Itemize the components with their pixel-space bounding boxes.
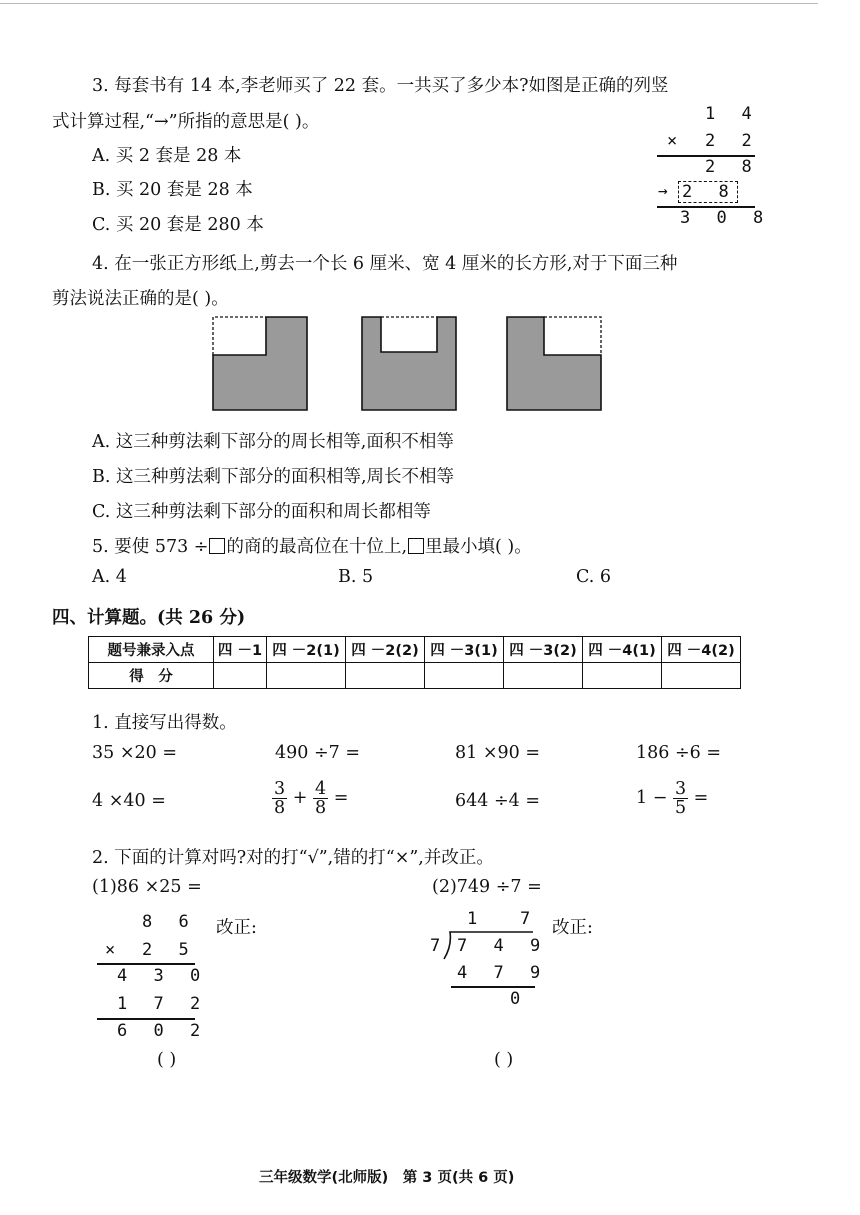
score-cell[interactable] xyxy=(504,663,583,689)
fix-label-1: 改正: xyxy=(216,918,257,938)
cut-outline xyxy=(213,317,266,355)
score-header-cell: 题号兼录入点 xyxy=(89,637,214,663)
cut-figure-corner-right xyxy=(506,316,602,411)
cut-figure-middle xyxy=(361,316,457,411)
mul-partial-2: 1 7 2 xyxy=(117,994,209,1014)
fix-label-2: 改正: xyxy=(552,918,593,938)
q3-line1: 3. 每套书有 14 本,李老师买了 22 套。一共买了多少本?如图是正确的列竖 xyxy=(92,76,669,96)
page-footer: 三年级数学(北师版) 第 3 页(共 6 页) xyxy=(259,1170,515,1186)
calc-times-sign: × xyxy=(667,131,678,151)
score-cell[interactable] xyxy=(425,663,504,689)
score-cell[interactable] xyxy=(214,663,267,689)
score-cell[interactable] xyxy=(583,663,662,689)
oral-calc-1: 35 ×20 = xyxy=(92,743,177,763)
score-header-cell: 四 －3(2) xyxy=(504,637,583,663)
part2-1-label: (1)86 ×25 = xyxy=(92,877,202,897)
score-header-cell: 四 －4(1) xyxy=(583,637,662,663)
mul-multiplier: 2 5 xyxy=(142,940,197,960)
calc-row-partial-1: 2 8 xyxy=(705,157,760,177)
section-4-title: 四、计算题。(共 26 分) xyxy=(52,608,246,628)
oral-calc-7: 644 ÷4 = xyxy=(455,791,540,811)
q3-option-a: A. 买 2 套是 28 本 xyxy=(92,146,242,166)
calc-row-product: 3 0 8 xyxy=(680,208,772,228)
oral-calc-5: 4 ×40 = xyxy=(92,791,166,811)
q4-option-a: A. 这三种剪法剩下部分的周长相等,面积不相等 xyxy=(92,432,454,452)
q5-text xyxy=(92,533,532,558)
oral-calc-2: 490 ÷7 = xyxy=(275,743,360,763)
mul-multiplicand: 8 6 xyxy=(142,912,197,932)
oral-calc-8: 1 − $\frac{3}{5}$ = xyxy=(636,779,709,818)
q3-line2: 式计算过程,“→”所指的意思是( )。 xyxy=(52,112,320,132)
mul-rule-2 xyxy=(97,1018,195,1020)
div-divisor: 7 xyxy=(430,936,441,956)
q3-option-c: C. 买 20 套是 280 本 xyxy=(92,215,264,235)
answer-paren-2[interactable]: ( ) xyxy=(494,1050,514,1070)
mul-partial-1: 4 3 0 xyxy=(117,966,209,986)
score-header-cell: 四 －2(2) xyxy=(346,637,425,663)
mul-rule-1 xyxy=(97,963,195,965)
score-table-score-row xyxy=(89,663,741,689)
mul-product: 6 0 2 xyxy=(117,1021,209,1041)
score-cell[interactable] xyxy=(346,663,425,689)
div-rule xyxy=(451,986,535,988)
score-header-cell: 四 －1 xyxy=(214,637,267,663)
q4-line2: 剪法说法正确的是( )。 xyxy=(52,289,229,309)
remaining-paper xyxy=(362,317,456,410)
fraction: $\frac{4}{8}$ xyxy=(314,779,327,818)
q4-option-b: B. 这三种剪法剩下部分的面积相等,周长不相等 xyxy=(92,467,455,487)
div-dividend: 7 4 9 xyxy=(457,936,549,956)
score-header-cell: 四 －4(2) xyxy=(662,637,741,663)
page-top-border xyxy=(0,3,818,4)
score-cell[interactable] xyxy=(267,663,346,689)
q5-option-b: B. 5 xyxy=(338,567,374,587)
q4-option-c: C. 这三种剪法剩下部分的面积和周长都相等 xyxy=(92,502,431,522)
q4-line1: 4. 在一张正方形纸上,剪去一个长 6 厘米、宽 4 厘米的长方形,对于下面三种 xyxy=(92,254,678,274)
score-header-cell: 四 －3(1) xyxy=(425,637,504,663)
blank-box-icon xyxy=(408,538,424,554)
score-table-header-row xyxy=(89,637,741,663)
fraction: $\frac{3}{5}$ xyxy=(674,779,687,818)
answer-paren-1[interactable]: ( ) xyxy=(157,1050,177,1070)
calc-row-partial-2-boxed: 2 8 xyxy=(678,181,738,203)
score-header-cell: 四 －2(1) xyxy=(267,637,346,663)
remaining-paper xyxy=(507,317,601,410)
oral-calc-6: $\frac{3}{8}$ + $\frac{4}{8}$ = xyxy=(274,779,349,818)
q5-text-after: 的商的最高位在十位上, xyxy=(226,537,408,557)
calc-row-multiplicand: 1 4 xyxy=(705,104,760,124)
remaining-paper xyxy=(213,317,307,410)
oral-calc-4: 186 ÷6 = xyxy=(636,743,721,763)
q5-option-c: C. 6 xyxy=(576,567,612,587)
cut-outline xyxy=(544,317,601,355)
arrow-icon: → xyxy=(658,181,668,200)
q5-text-before: 5. 要使 573 ÷ xyxy=(92,537,209,557)
cut-figure-corner-left xyxy=(212,316,308,411)
div-quotient: 1 7 xyxy=(467,909,534,929)
part1-title: 1. 直接写出得数。 xyxy=(92,713,237,733)
score-row-label: 得 分 xyxy=(89,663,214,689)
part2-title: 2. 下面的计算对吗?对的打“√”,错的打“×”,并改正。 xyxy=(92,848,494,868)
oral-calc-3: 81 ×90 = xyxy=(455,743,540,763)
q5-text-end: 里最小填( )。 xyxy=(425,537,532,557)
div-remainder: 0 xyxy=(510,989,521,1009)
mul-times-sign: × xyxy=(105,940,116,960)
fraction: $\frac{3}{8}$ xyxy=(274,779,286,818)
score-cell[interactable] xyxy=(662,663,741,689)
calc-row-multiplier: 2 2 xyxy=(705,131,760,151)
score-table xyxy=(88,636,741,689)
q3-option-b: B. 买 20 套是 28 本 xyxy=(92,180,253,200)
div-subtrahend: 4 7 9 xyxy=(457,963,549,983)
blank-box-icon xyxy=(209,538,225,554)
q5-option-a: A. 4 xyxy=(92,567,127,587)
part2-2-label: (2)749 ÷7 = xyxy=(432,877,542,897)
